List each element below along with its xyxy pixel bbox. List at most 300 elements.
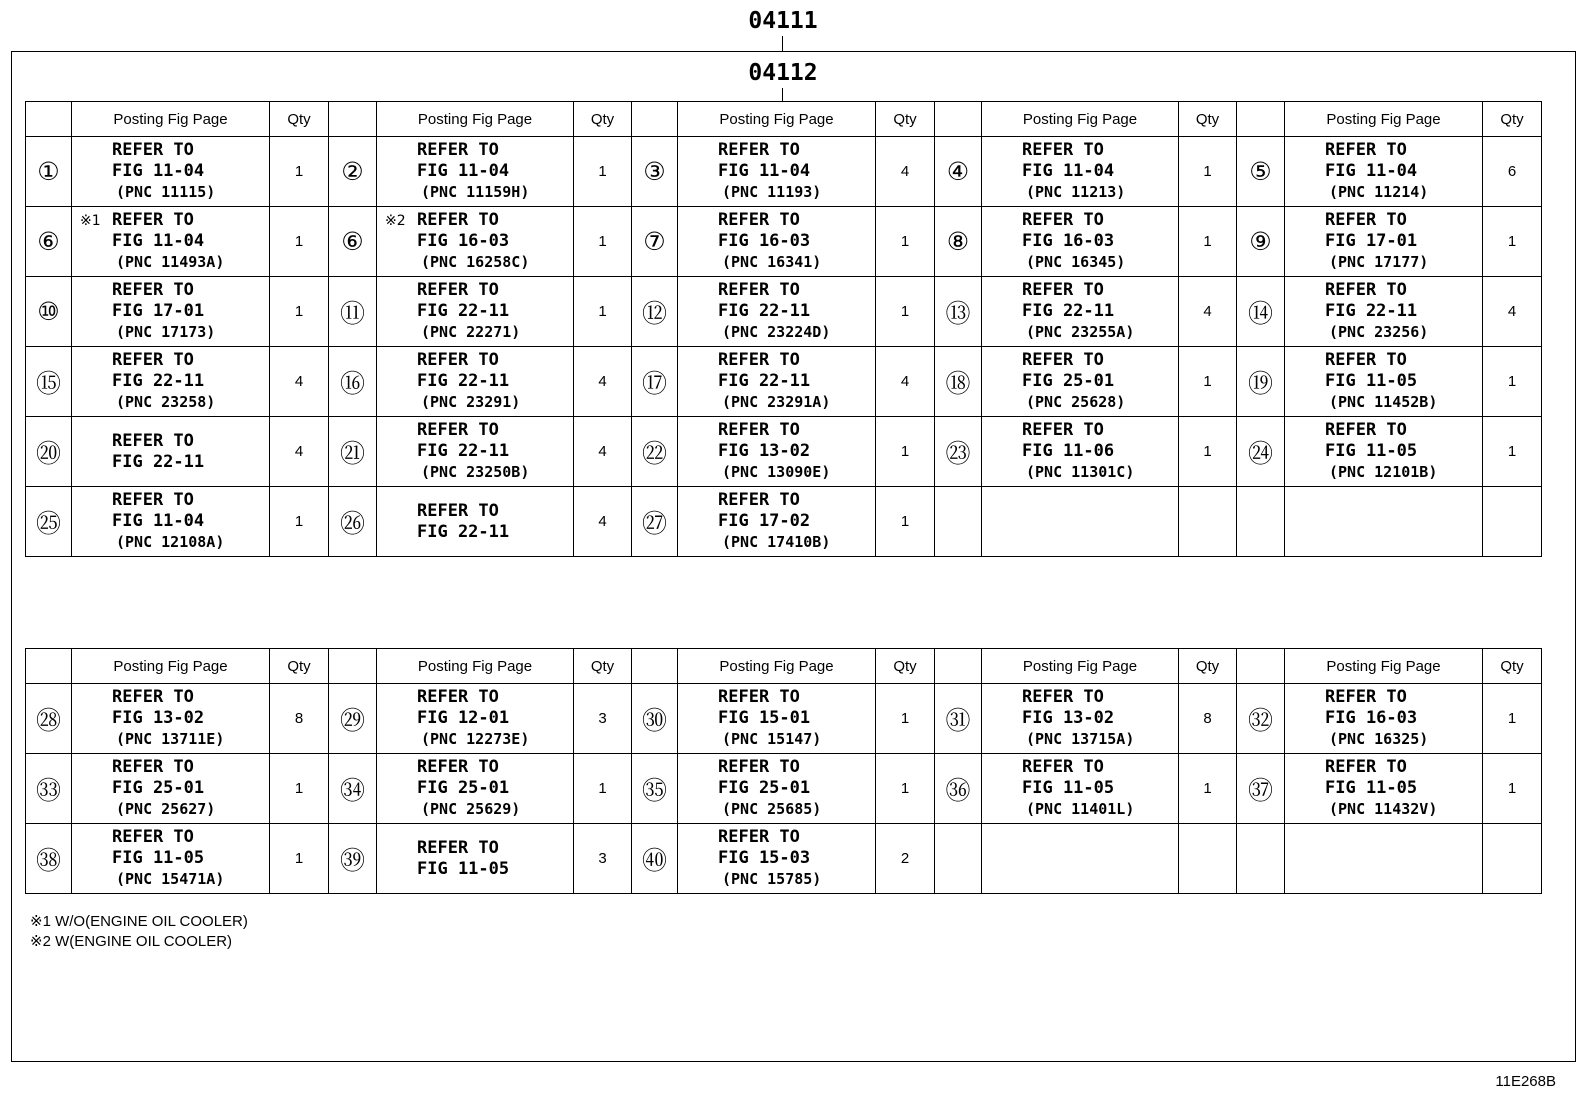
pnc-line: (PNC 25685): [722, 800, 822, 818]
table-row: [26, 417, 1542, 487]
reference-cell: [72, 684, 270, 754]
reference-cell: [377, 684, 574, 754]
header-qty: Qty: [270, 649, 329, 684]
qty-cell: 4: [574, 487, 632, 557]
fig-line: FIG 17-01: [112, 301, 205, 321]
qty-cell: 4: [270, 417, 329, 487]
reference-cell: [72, 754, 270, 824]
fig-line: FIG 12-01: [417, 708, 510, 728]
qty-cell: 4: [1179, 277, 1237, 347]
reference-cell: [1285, 207, 1483, 277]
pnc-line: (PNC 11432V): [1329, 800, 1438, 818]
header-page: Posting Fig Page: [72, 649, 270, 684]
header-callout-cell: [632, 649, 678, 684]
fig-line: FIG 22-11: [417, 371, 510, 391]
callout-cell: [935, 487, 982, 557]
callout-cell: [1237, 754, 1285, 824]
qty-cell: 1: [1179, 417, 1237, 487]
qty-cell: 1: [574, 754, 632, 824]
qty-cell: 1: [876, 277, 935, 347]
callout-cell: [26, 824, 72, 894]
refer-line: REFER TO: [112, 430, 194, 451]
callout-number: ㉙: [339, 705, 365, 735]
assembly-leader-line: [782, 36, 783, 51]
callout-cell: [329, 754, 377, 824]
callout-number: ㉗: [641, 508, 667, 538]
pnc-line: (PNC 23256): [1329, 323, 1429, 341]
fig-line: FIG 11-05: [1325, 441, 1418, 461]
footnotes: [30, 912, 248, 952]
fig-line: FIG 22-11: [718, 301, 811, 321]
refer-line: REFER TO: [1325, 280, 1407, 300]
callout-number: ㉛: [945, 705, 971, 735]
fig-line: FIG 22-11: [718, 371, 811, 391]
reference-cell: [982, 684, 1179, 754]
reference-cell: [982, 417, 1179, 487]
reference-cell: [678, 684, 876, 754]
qty-cell: 4: [574, 347, 632, 417]
reference-cell: [1285, 347, 1483, 417]
refer-line: REFER TO: [1325, 140, 1407, 160]
table-row: [26, 824, 1542, 894]
reference-cell: [72, 207, 270, 277]
refer-line: REFER TO: [1022, 687, 1104, 707]
subassembly-code: [0, 60, 1592, 86]
fig-line: FIG 11-04: [1325, 161, 1418, 181]
refer-line: REFER TO: [1022, 210, 1104, 230]
callout-number: ⑬: [945, 298, 971, 328]
qty-cell: [1179, 824, 1237, 894]
fig-line: FIG 11-04: [112, 231, 205, 251]
callout-number: ⑳: [35, 438, 61, 468]
callout-cell: [632, 417, 678, 487]
header-page: Posting Fig Page: [1285, 649, 1483, 684]
callout-cell: [1237, 684, 1285, 754]
callout-number: ㊴: [339, 845, 365, 875]
qty-cell: 1: [270, 137, 329, 207]
header-qty: Qty: [1179, 102, 1237, 137]
fig-line: FIG 22-11: [1022, 301, 1115, 321]
callout-cell: [26, 684, 72, 754]
header-qty: Qty: [876, 102, 935, 137]
reference-cell: [982, 824, 1179, 894]
callout-number: ⑤: [1249, 157, 1272, 186]
callout-cell: [935, 417, 982, 487]
pnc-line: (PNC 23291A): [722, 393, 831, 411]
reference-cell: [377, 277, 574, 347]
fig-line: FIG 17-02: [718, 511, 811, 531]
callout-cell: [632, 824, 678, 894]
pnc-line: (PNC 16325): [1329, 730, 1429, 748]
footnote-1: ※1 W/O(ENGINE OIL COOLER): [30, 913, 248, 930]
callout-number: ⑯: [339, 368, 365, 398]
pnc-line: (PNC 11159H): [421, 183, 530, 201]
fig-line: FIG 11-05: [1325, 371, 1418, 391]
callout-number: ③: [643, 157, 666, 186]
fig-line: FIG 16-03: [1022, 231, 1115, 251]
reference-cell: [678, 137, 876, 207]
qty-cell: 1: [270, 277, 329, 347]
callout-cell: [26, 207, 72, 277]
header-page: Posting Fig Page: [1285, 102, 1483, 137]
reference-cell: [72, 347, 270, 417]
pnc-line: (PNC 15785): [722, 870, 822, 888]
header-page: Posting Fig Page: [678, 649, 876, 684]
callout-number: ㉑: [339, 438, 365, 468]
callout-number: ㉔: [1247, 438, 1273, 468]
reference-cell: [982, 347, 1179, 417]
callout-number: ㉒: [641, 438, 667, 468]
pnc-line: (PNC 13090E): [722, 463, 831, 481]
callout-cell: [26, 487, 72, 557]
pnc-line: (PNC 13711E): [116, 730, 225, 748]
qty-cell: 1: [270, 754, 329, 824]
reference-cell: [1285, 684, 1483, 754]
header-callout-cell: [1237, 649, 1285, 684]
refer-line: REFER TO: [718, 350, 800, 370]
header-qty: Qty: [1179, 649, 1237, 684]
fig-line: FIG 25-01: [112, 778, 205, 798]
qty-cell: 1: [876, 754, 935, 824]
callout-cell: [26, 754, 72, 824]
callout-number: ㉟: [641, 775, 667, 805]
reference-cell: [1285, 754, 1483, 824]
callout-cell: [1237, 417, 1285, 487]
refer-line: REFER TO: [1022, 280, 1104, 300]
qty-cell: 1: [1179, 137, 1237, 207]
table-header-row: [26, 649, 1542, 684]
qty-cell: 1: [876, 417, 935, 487]
qty-cell: [1483, 824, 1542, 894]
qty-cell: 4: [1483, 277, 1542, 347]
footnote-mark: ※1: [80, 213, 101, 229]
callout-number: ④: [946, 157, 970, 186]
fig-line: FIG 25-01: [718, 778, 811, 798]
qty-cell: 1: [1179, 347, 1237, 417]
refer-line: REFER TO: [417, 687, 499, 707]
table-row: [26, 137, 1542, 207]
header-qty: Qty: [876, 649, 935, 684]
fig-line: FIG 13-02: [112, 708, 205, 728]
callout-cell: [26, 347, 72, 417]
callout-cell: [1237, 207, 1285, 277]
refer-line: REFER TO: [417, 420, 499, 440]
callout-number: ㉞: [339, 775, 365, 805]
pnc-line: (PNC 17173): [116, 323, 216, 341]
callout-cell: [329, 207, 377, 277]
subassembly-leader-line: [782, 88, 783, 101]
callout-cell: [329, 277, 377, 347]
header-callout-cell: [935, 102, 982, 137]
header-callout-cell: [329, 102, 377, 137]
callout-cell: [632, 277, 678, 347]
callout-number: ①: [37, 157, 60, 186]
callout-cell: [329, 347, 377, 417]
refer-line: REFER TO: [718, 420, 800, 440]
parts-table-2: [25, 648, 1542, 894]
table-header-row: [26, 102, 1542, 137]
header-page: Posting Fig Page: [377, 649, 574, 684]
reference-cell: [982, 137, 1179, 207]
refer-line: REFER TO: [417, 280, 499, 300]
qty-cell: 2: [876, 824, 935, 894]
pnc-line: (PNC 17177): [1329, 253, 1429, 271]
callout-cell: [935, 684, 982, 754]
qty-cell: 1: [574, 277, 632, 347]
callout-cell: [329, 684, 377, 754]
pnc-line: (PNC 25627): [116, 800, 216, 818]
header-callout-cell: [632, 102, 678, 137]
callout-number: ⑪: [339, 298, 365, 328]
reference-cell: [377, 207, 574, 277]
reference-cell: [72, 417, 270, 487]
callout-cell: [329, 824, 377, 894]
header-qty: Qty: [574, 649, 632, 684]
fig-line: FIG 11-05: [1022, 778, 1115, 798]
reference-cell: [1285, 417, 1483, 487]
qty-cell: 1: [1483, 417, 1542, 487]
table-row: [26, 684, 1542, 754]
callout-number: ㊳: [35, 845, 61, 875]
header-qty: Qty: [270, 102, 329, 137]
table-row: [26, 277, 1542, 347]
fig-line: FIG 25-01: [417, 778, 510, 798]
qty-cell: 8: [270, 684, 329, 754]
callout-number: ⑭: [1247, 298, 1273, 328]
callout-number: ⑧: [946, 227, 970, 256]
header-qty: Qty: [1483, 649, 1542, 684]
qty-cell: 1: [1179, 207, 1237, 277]
reference-cell: [678, 207, 876, 277]
callout-number: ⑦: [643, 227, 666, 256]
fig-line: FIG 22-11: [1325, 301, 1418, 321]
refer-line: REFER TO: [417, 757, 499, 777]
callout-cell: [1237, 487, 1285, 557]
pnc-line: (PNC 23258): [116, 393, 216, 411]
qty-cell: 1: [270, 824, 329, 894]
header-callout-cell: [935, 649, 982, 684]
callout-cell: [632, 684, 678, 754]
reference-cell: [678, 277, 876, 347]
reference-cell: [982, 754, 1179, 824]
callout-cell: [1237, 347, 1285, 417]
callout-cell: [26, 277, 72, 347]
qty-cell: [1483, 487, 1542, 557]
fig-line: FIG 16-03: [718, 231, 811, 251]
refer-line: REFER TO: [1325, 757, 1407, 777]
header-page: Posting Fig Page: [982, 649, 1179, 684]
refer-line: REFER TO: [718, 210, 800, 230]
reference-cell: [982, 487, 1179, 557]
refer-line: REFER TO: [417, 500, 499, 521]
fig-line: FIG 11-04: [1022, 161, 1115, 181]
callout-number: ㊲: [1247, 775, 1273, 805]
reference-cell: [1285, 487, 1483, 557]
callout-cell: [935, 137, 982, 207]
reference-cell: [377, 347, 574, 417]
callout-number: ⑱: [945, 368, 971, 398]
qty-cell: 1: [1483, 347, 1542, 417]
pnc-line: (PNC 23224D): [722, 323, 831, 341]
pnc-line: (PNC 13715A): [1026, 730, 1135, 748]
assembly-code-text: 04111: [748, 8, 818, 34]
qty-cell: 4: [876, 347, 935, 417]
refer-line: REFER TO: [1022, 350, 1104, 370]
callout-cell: [632, 207, 678, 277]
callout-cell: [329, 487, 377, 557]
header-callout-cell: [329, 649, 377, 684]
assembly-code: [0, 8, 1592, 34]
callout-number: ⑰: [641, 368, 667, 398]
refer-line: REFER TO: [1325, 350, 1407, 370]
callout-number: ㉝: [35, 775, 61, 805]
callout-number: ⑮: [35, 368, 61, 398]
qty-cell: [1179, 487, 1237, 557]
reference-cell: [72, 277, 270, 347]
pnc-line: (PNC 12101B): [1329, 463, 1438, 481]
callout-number: ⑨: [1249, 227, 1272, 256]
pnc-line: (PNC 25628): [1026, 393, 1126, 411]
fig-line: FIG 16-03: [1325, 708, 1418, 728]
fig-line: FIG 22-11: [112, 451, 205, 472]
callout-number: ⑫: [641, 298, 667, 328]
refer-line: REFER TO: [718, 687, 800, 707]
refer-line: REFER TO: [417, 837, 499, 858]
subassembly-code-text: 04112: [748, 60, 818, 86]
refer-line: REFER TO: [112, 757, 194, 777]
fig-line: FIG 11-04: [112, 511, 205, 531]
header-callout-cell: [1237, 102, 1285, 137]
pnc-line: (PNC 11452B): [1329, 393, 1438, 411]
refer-line: REFER TO: [112, 490, 194, 510]
pnc-line: (PNC 11493A): [116, 253, 225, 271]
callout-number: ㉚: [641, 705, 667, 735]
refer-line: REFER TO: [417, 140, 499, 160]
callout-number: ㉓: [945, 438, 971, 468]
qty-cell: 1: [1483, 207, 1542, 277]
refer-line: REFER TO: [718, 757, 800, 777]
refer-line: REFER TO: [1022, 140, 1104, 160]
reference-cell: [1285, 137, 1483, 207]
reference-cell: [377, 824, 574, 894]
fig-line: FIG 13-02: [718, 441, 811, 461]
qty-cell: 4: [574, 417, 632, 487]
qty-cell: 3: [574, 824, 632, 894]
callout-cell: [26, 417, 72, 487]
pnc-line: (PNC 11193): [722, 183, 822, 201]
qty-cell: 1: [1483, 754, 1542, 824]
pnc-line: (PNC 15147): [722, 730, 822, 748]
callout-number: ㉘: [35, 705, 61, 735]
header-qty: Qty: [1483, 102, 1542, 137]
callout-cell: [329, 417, 377, 487]
pnc-line: (PNC 16258C): [421, 253, 530, 271]
qty-cell: 1: [574, 207, 632, 277]
refer-line: REFER TO: [112, 280, 194, 300]
qty-cell: 3: [574, 684, 632, 754]
callout-cell: [1237, 137, 1285, 207]
callout-number: ㉖: [339, 508, 365, 538]
callout-number: ⑩: [37, 297, 60, 326]
qty-cell: 1: [270, 207, 329, 277]
callout-number: ㊵: [641, 845, 667, 875]
refer-line: REFER TO: [112, 210, 194, 230]
qty-cell: 1: [574, 137, 632, 207]
parts-table-1: [25, 101, 1542, 557]
callout-cell: [632, 347, 678, 417]
reference-cell: [982, 207, 1179, 277]
table-row: [26, 754, 1542, 824]
fig-line: FIG 11-06: [1022, 441, 1115, 461]
refer-line: REFER TO: [1325, 420, 1407, 440]
qty-cell: 6: [1483, 137, 1542, 207]
refer-line: REFER TO: [112, 827, 194, 847]
fig-line: FIG 22-11: [417, 441, 510, 461]
footnote-mark: ※2: [385, 213, 406, 229]
table-row: [26, 487, 1542, 557]
refer-line: REFER TO: [718, 490, 800, 510]
pnc-line: (PNC 11115): [116, 183, 216, 201]
reference-cell: [377, 754, 574, 824]
header-callout-cell: [26, 102, 72, 137]
reference-cell: [72, 137, 270, 207]
refer-line: REFER TO: [1022, 757, 1104, 777]
footnote-2: ※2 W(ENGINE OIL COOLER): [30, 933, 233, 950]
callout-cell: [632, 754, 678, 824]
callout-cell: [935, 347, 982, 417]
qty-cell: 1: [876, 207, 935, 277]
callout-cell: [1237, 824, 1285, 894]
header-page: Posting Fig Page: [72, 102, 270, 137]
fig-line: FIG 13-02: [1022, 708, 1115, 728]
reference-cell: [678, 487, 876, 557]
pnc-line: (PNC 25629): [421, 800, 521, 818]
callout-cell: [1237, 277, 1285, 347]
pnc-line: (PNC 23255A): [1026, 323, 1135, 341]
pnc-line: (PNC 11401L): [1026, 800, 1135, 818]
callout-cell: [935, 277, 982, 347]
pnc-line: (PNC 12108A): [116, 533, 225, 551]
fig-line: FIG 25-01: [1022, 371, 1115, 391]
pnc-line: (PNC 15471A): [116, 870, 225, 888]
refer-line: REFER TO: [1325, 210, 1407, 230]
fig-line: FIG 11-04: [417, 161, 510, 181]
pnc-line: (PNC 16345): [1026, 253, 1126, 271]
callout-cell: [935, 754, 982, 824]
refer-line: REFER TO: [417, 210, 499, 230]
qty-cell: 1: [1179, 754, 1237, 824]
callout-cell: [632, 137, 678, 207]
figure-code: 11E268B: [1495, 1073, 1556, 1090]
pnc-line: (PNC 23291): [421, 393, 521, 411]
reference-cell: [377, 417, 574, 487]
qty-cell: 8: [1179, 684, 1237, 754]
pnc-line: (PNC 17410B): [722, 533, 831, 551]
table-row: [26, 207, 1542, 277]
qty-cell: 4: [270, 347, 329, 417]
callout-cell: [935, 207, 982, 277]
reference-cell: [1285, 824, 1483, 894]
callout-number: ㉜: [1247, 705, 1273, 735]
reference-cell: [678, 347, 876, 417]
callout-cell: [26, 137, 72, 207]
callout-number: ②: [341, 157, 364, 186]
reference-cell: [678, 754, 876, 824]
fig-line: FIG 11-05: [417, 858, 510, 879]
callout-number: ㊱: [945, 775, 971, 805]
qty-cell: 1: [876, 487, 935, 557]
reference-cell: [377, 487, 574, 557]
